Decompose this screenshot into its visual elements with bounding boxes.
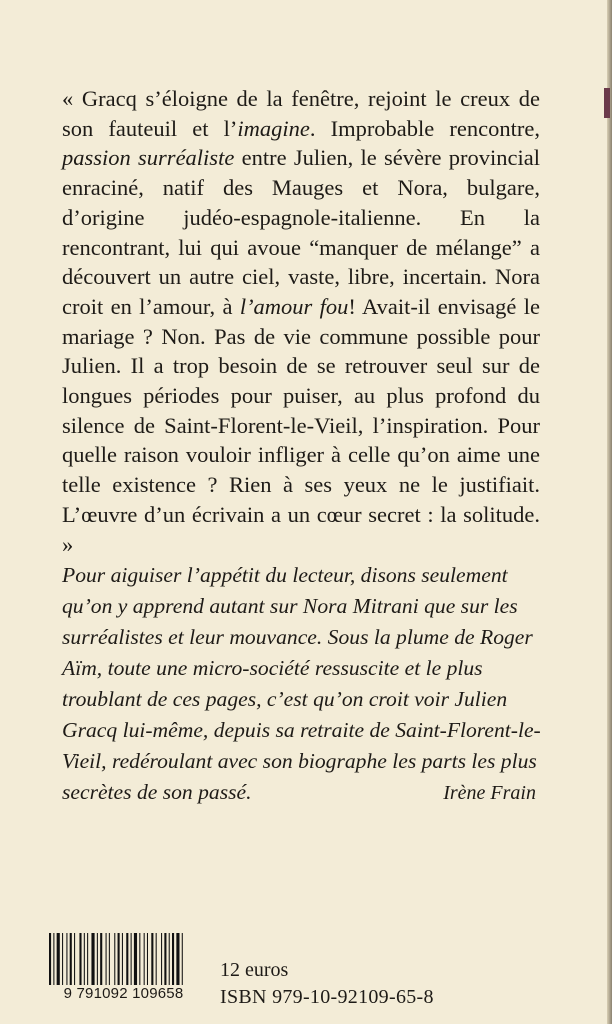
- quote-text-3: entre Julien, le sévère provincial enraciné, natif des Mauges et Nora, bulgare, d’origine judéo-espagnole-italienne. En la rencontrant, lui qui avoue “manquer de mélange” a découvert un autre ciel, vaste, libre, incertain. Nora croit en l’amour, à: [62, 145, 540, 319]
- pitch-paragraph: Pour aiguiser l’appétit du lecteur, disons seulement qu’on y apprend autant sur Nora Mitrani que sur les surréalistes et leur mouvance. Sous la plume de Roger Aïm, toute une micro-société ressuscite et le plus troublant de ces pages, c’est qu’on croit voir Julien Gracq lui-même, depuis sa retraite de Saint-Florent-le-Vieil, redéroulant avec son biographe les parts les plus secrètes de son passé.: [62, 563, 541, 804]
- author-signature: Irène Frain: [443, 782, 536, 804]
- quote-italic-2: passion surréaliste: [62, 145, 235, 171]
- quote-italic-1: imagine: [237, 115, 310, 141]
- spine-mark: [604, 88, 610, 118]
- quote-paragraph: [62, 84, 540, 559]
- isbn: ISBN 979-10-92109-65-8: [220, 986, 434, 1008]
- barcode: [45, 933, 202, 1005]
- barcode-digits: 9 791092 109658: [45, 985, 202, 1003]
- quote-text-2: . Improbable rencontre,: [309, 115, 540, 141]
- price: 12 euros: [220, 959, 289, 981]
- quote-italic-3: l’amour fou: [239, 293, 349, 319]
- quote-text-4: ! Avait-il envisagé le mariage ? Non. Pas de vie commune possible pour Julien. Il a trop besoin de se retrouver seul sur de longues périodes pour puiser, au plus profond du silence de Saint-Florent-le-Vieil, l’inspiration. Pour quelle raison vouloir infliger à celle qu’on aime une telle existence ? Rien à ses yeux ne le justifiait. L’œuvre d’un écrivain a un cœur secret : la solitude. »: [62, 293, 540, 557]
- quote-text-1: « Gracq s’éloigne de la fenêtre, rejoint le creux de son fauteuil et l’: [62, 86, 540, 141]
- page-edge: [607, 0, 612, 1024]
